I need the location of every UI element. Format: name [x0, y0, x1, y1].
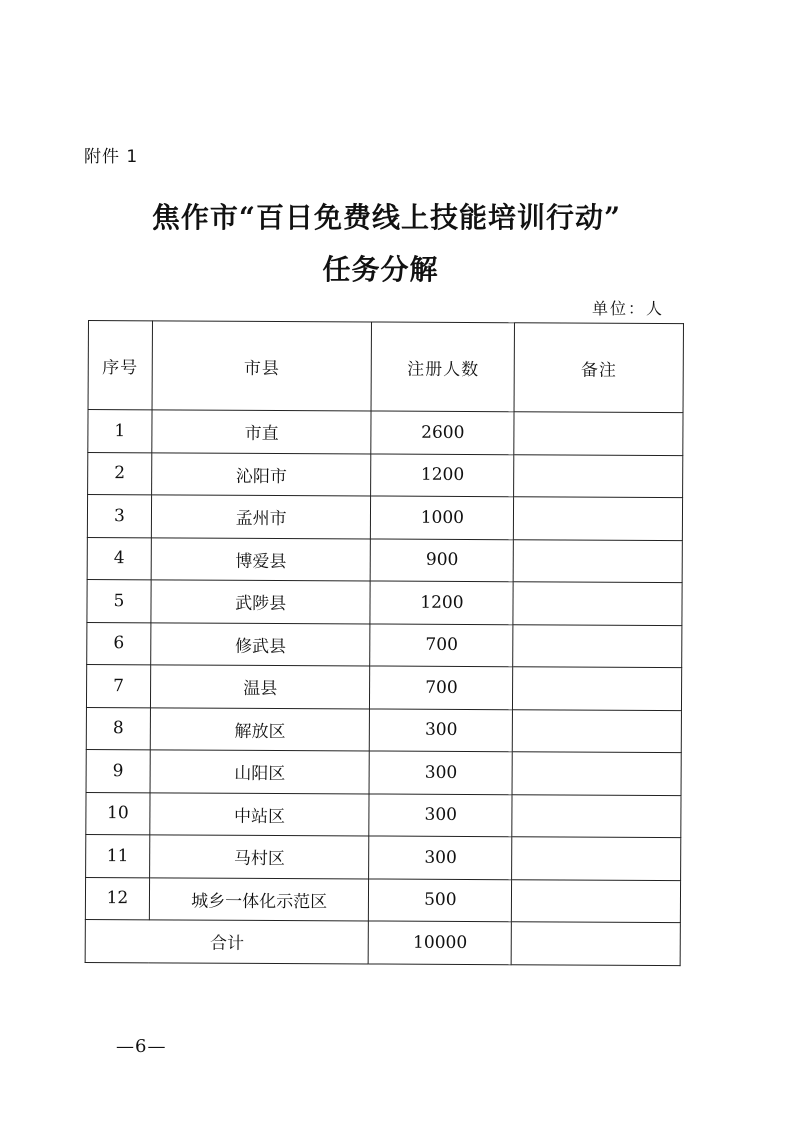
- total-remarks: [511, 922, 680, 965]
- cell-registered-count: 500: [369, 878, 512, 921]
- table-row: [86, 749, 681, 795]
- cell-remarks: [513, 624, 682, 667]
- cell-county: 山阳区: [150, 750, 370, 794]
- cell-remarks: [512, 837, 681, 880]
- cell-remarks: [513, 582, 682, 625]
- cell-remarks: [512, 879, 681, 922]
- cell-remarks: [514, 412, 683, 455]
- table-row: [87, 537, 682, 583]
- cell-county: 温县: [150, 665, 370, 709]
- header-serial-number: 序号: [88, 321, 152, 410]
- cell-registered-count: 300: [370, 751, 513, 794]
- cell-registered-count: 2600: [371, 411, 514, 454]
- cell-serial-number: 2: [88, 452, 152, 495]
- cell-county: 城乡一体化示范区: [149, 877, 369, 921]
- table-row: [86, 707, 681, 753]
- task-breakdown-table: [85, 320, 684, 966]
- page-number: —6—: [116, 1036, 167, 1057]
- cell-registered-count: 300: [369, 793, 512, 836]
- cell-serial-number: 12: [85, 877, 149, 920]
- cell-county: 博爱县: [151, 537, 371, 581]
- table-row: [86, 664, 681, 710]
- cell-serial-number: 6: [87, 622, 151, 665]
- cell-county: 孟州市: [151, 495, 371, 539]
- table-row: [86, 834, 681, 880]
- cell-serial-number: 8: [86, 707, 150, 750]
- cell-registered-count: 700: [370, 666, 513, 709]
- cell-county: 中站区: [150, 792, 370, 836]
- table-header-row: [88, 321, 683, 413]
- cell-serial-number: 9: [86, 749, 150, 792]
- attachment-label: 附件 1: [84, 147, 139, 167]
- cell-registered-count: 700: [370, 623, 513, 666]
- table-row: [88, 410, 683, 456]
- cell-county: 修武县: [151, 622, 371, 666]
- cell-serial-number: 7: [86, 664, 150, 707]
- cell-remarks: [512, 794, 681, 837]
- cell-remarks: [513, 539, 682, 582]
- cell-serial-number: 11: [86, 834, 150, 877]
- total-label: 合计: [85, 919, 369, 963]
- cell-county: 马村区: [149, 835, 369, 879]
- cell-registered-count: 300: [370, 708, 513, 751]
- cell-registered-count: 300: [369, 836, 512, 879]
- table-row: [87, 495, 682, 541]
- table-total-row: [85, 919, 680, 965]
- table-row: [85, 877, 680, 923]
- cell-serial-number: 5: [87, 579, 151, 622]
- cell-registered-count: 1200: [371, 453, 514, 496]
- total-count: 10000: [369, 921, 512, 964]
- table-row: [86, 792, 681, 838]
- cell-serial-number: 1: [88, 410, 152, 453]
- cell-remarks: [512, 752, 681, 795]
- cell-remarks: [514, 454, 683, 497]
- cell-remarks: [513, 709, 682, 752]
- document-title-line-2: 任务分解: [322, 253, 439, 286]
- cell-serial-number: 3: [87, 495, 151, 538]
- header-registered-count: 注册人数: [372, 322, 515, 412]
- cell-county: 市直: [152, 410, 372, 454]
- table-row: [88, 452, 683, 498]
- cell-registered-count: 1000: [371, 496, 514, 539]
- header-county: 市县: [152, 321, 372, 411]
- cell-county: 解放区: [150, 707, 370, 751]
- cell-county: 武陟县: [151, 580, 371, 624]
- cell-county: 沁阳市: [151, 452, 371, 496]
- document-title-line-1: 焦作市“百日免费线上技能培训行动”: [151, 201, 622, 234]
- table-row: [87, 622, 682, 668]
- header-remarks: 备注: [514, 323, 683, 413]
- cell-remarks: [514, 497, 683, 540]
- cell-registered-count: 1200: [370, 581, 513, 624]
- cell-serial-number: 10: [86, 792, 150, 835]
- cell-remarks: [513, 667, 682, 710]
- table-row: [87, 579, 682, 625]
- cell-registered-count: 900: [371, 538, 514, 581]
- cell-serial-number: 4: [87, 537, 151, 580]
- unit-label: 单位：人: [592, 299, 665, 318]
